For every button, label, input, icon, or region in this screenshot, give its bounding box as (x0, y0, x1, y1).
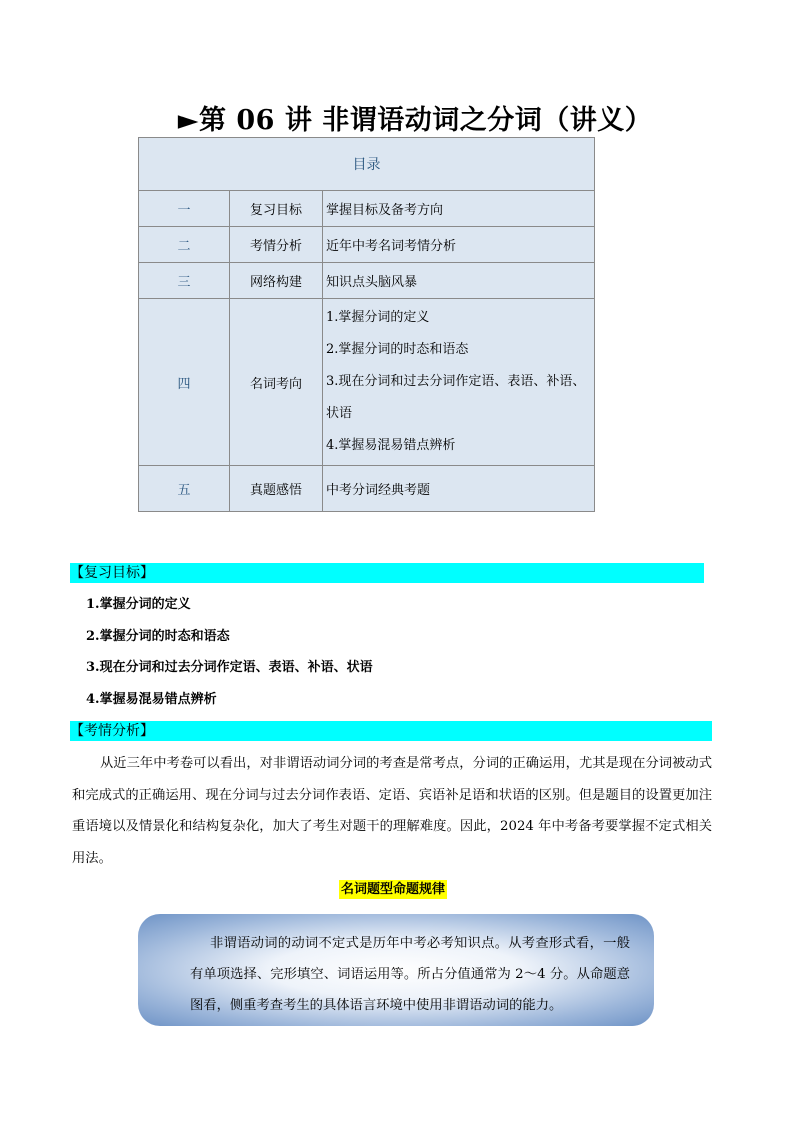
toc-list-item: 1.掌握分词的定义 (326, 310, 430, 325)
toc-num: 一 (139, 191, 230, 227)
toc-desc: 掌握目标及备考方向 (323, 191, 595, 227)
goal-item: 3.现在分词和过去分词作定语、表语、补语、状语 (86, 660, 373, 675)
toc-row (139, 227, 595, 263)
page-title: ►第 06 讲 非谓语动词之分词（讲义） (177, 105, 653, 136)
toc-row (139, 191, 595, 227)
toc-num: 二 (139, 227, 230, 263)
section-heading-analysis: 【考情分析】 (70, 721, 712, 741)
toc-desc: 近年中考名词考情分析 (323, 227, 595, 263)
goal-item: 2.掌握分词的时态和语态 (86, 628, 230, 644)
toc-list-item: 4.掌握易混易错点辨析 (326, 438, 456, 453)
goal-item: 1.掌握分词的定义 (86, 597, 191, 612)
section-heading-goals: 【复习目标】 (70, 563, 704, 583)
toc-name: 名词考向 (230, 299, 323, 466)
goal-item: 4.掌握易混易错点辨析 (86, 691, 217, 707)
analysis-paragraph: 从近三年中考卷可以看出，对非谓语动词分词的考查是常考点，分词的正确运用，尤其是现在分词被动式和完成式的正确运用、现在分词与过去分词作表语、定语、宾语补足语和状语的区别。但是题目的设置更加注重语境以及情景化和结构复杂化，加大了考生对题干的理解难度。因此，2024 年中考备考要掌握不定式相关用法。 (72, 756, 712, 866)
rule-title: 名词题型命题规律 (341, 882, 446, 897)
toc-header: 目录 (139, 138, 595, 191)
toc-num: 四 (139, 299, 230, 466)
toc-list-item: 2.掌握分词的时态和语态 (326, 342, 469, 357)
toc-desc: 中考分词经典考题 (323, 466, 595, 512)
toc-desc: 知识点头脑风暴 (323, 263, 595, 299)
toc-num: 三 (139, 263, 230, 299)
toc-list-item: 状语 (326, 406, 353, 421)
rule-text: 非谓语动词的动词不定式是历年中考必考知识点。从考查形式看，一般有单项选择、完形填空、词语运用等。所占分值通常为 2～4 分。从命题意图看，侧重考查考生的具体语言环境中使用非谓语动词的能力。 (190, 936, 630, 1013)
toc-name: 网络构建 (230, 263, 323, 299)
toc-table (138, 137, 595, 512)
toc-name: 真题感悟 (230, 466, 323, 512)
toc-list-item: 3.现在分词和过去分词作定语、表语、补语、 (326, 374, 586, 389)
toc-row (139, 263, 595, 299)
rule-box (138, 914, 654, 1026)
toc-num: 五 (139, 466, 230, 512)
toc-desc-list (323, 299, 595, 466)
toc-row (139, 466, 595, 512)
toc-row (139, 299, 595, 466)
toc-name: 考情分析 (230, 227, 323, 263)
goals-list (86, 592, 373, 718)
toc-name: 复习目标 (230, 191, 323, 227)
